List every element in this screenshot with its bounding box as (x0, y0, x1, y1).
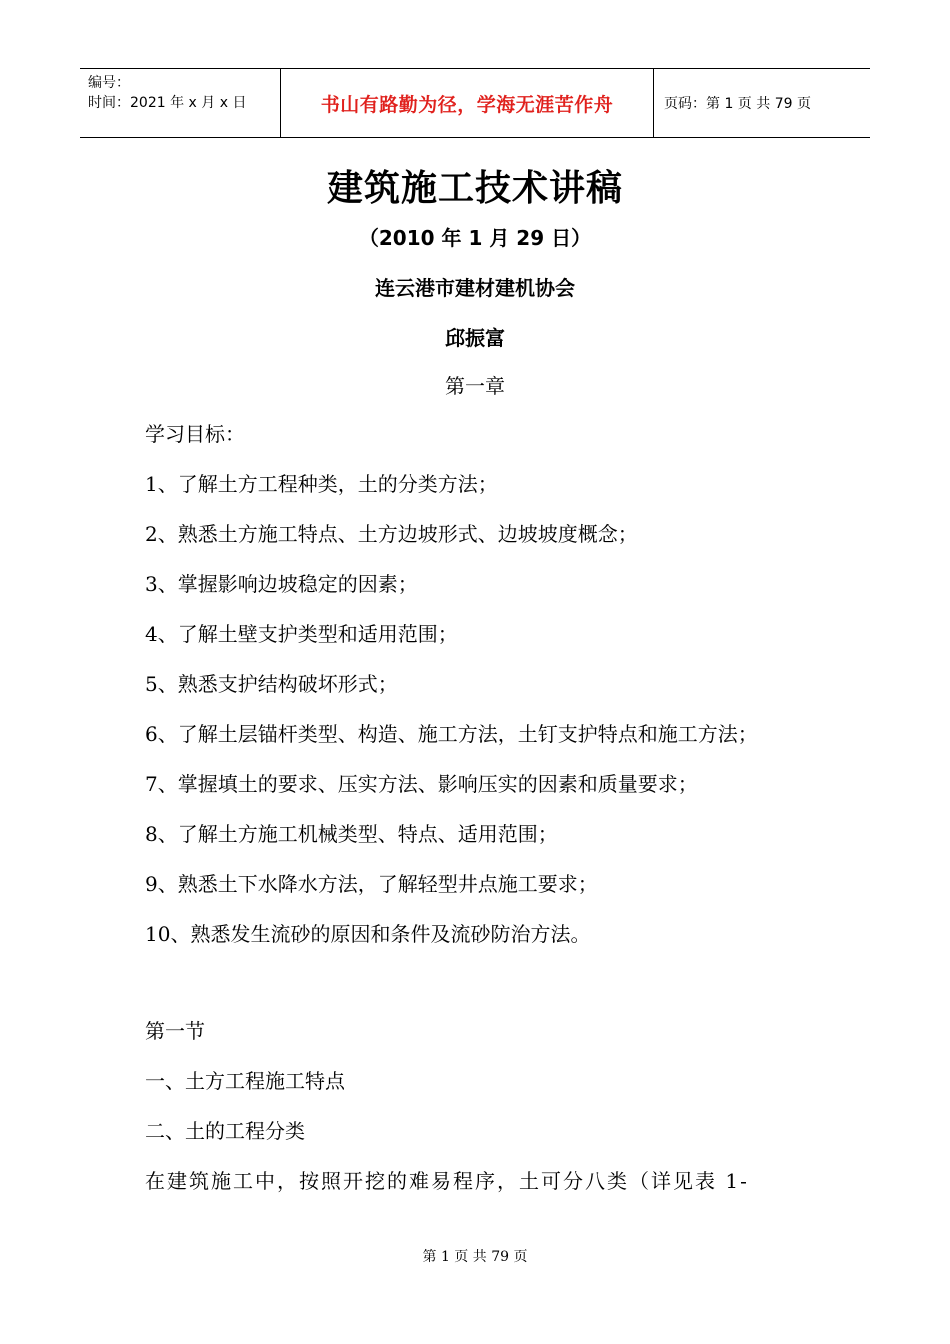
page-footer: 第 1 页 共 79 页 (422, 1249, 528, 1265)
objective-item: 1、了解土方工程种类，土的分类方法； (145, 472, 498, 496)
document-organization: 连云港市建材建机协会 (375, 276, 575, 300)
number-label: 编号： (88, 75, 130, 91)
objective-item: 4、了解土壁支护类型和适用范围； (145, 622, 458, 646)
objective-item: 8、了解土方施工机械类型、特点、适用范围； (145, 822, 558, 846)
section-heading: 第一节 (145, 1019, 205, 1043)
objective-item: 7、掌握填土的要求、压实方法、影响压实的因素和质量要求； (145, 772, 698, 796)
header-meta (80, 69, 281, 137)
objectives-heading: 学习目标： (145, 422, 245, 446)
chapter-heading: 第一章 (445, 374, 505, 398)
objective-item: 3、掌握影响边坡稳定的因素； (145, 572, 418, 596)
objective-item: 2、熟悉土方施工特点、土方边坡形式、边坡坡度概念； (145, 522, 638, 546)
document-date: （2010 年 1 月 29 日） (358, 226, 592, 250)
header-page-info: 页码：第 1 页 共 79 页 (664, 96, 811, 112)
page-header (80, 68, 870, 138)
header-motto: 书山有路勤为径，学海无涯苦作舟 (281, 69, 654, 137)
section-item: 二、土的工程分类 (145, 1119, 305, 1143)
objective-item: 10、熟悉发生流砂的原因和条件及流砂防治方法。 (145, 922, 591, 946)
document-author: 邱振富 (445, 326, 505, 350)
section-item: 一、土方工程施工特点 (145, 1069, 345, 1093)
section-paragraph: 在建筑施工中，按照开挖的难易程序，土可分八类（详见表 1- (145, 1169, 749, 1193)
objective-item: 6、了解土层锚杆类型、构造、施工方法，土钉支护特点和施工方法； (145, 722, 758, 746)
objective-item: 5、熟悉支护结构破坏形式； (145, 672, 398, 696)
time-label: 时间：2021 年 x 月 x 日 (88, 95, 247, 111)
document-title: 建筑施工技术讲稿 (326, 168, 623, 209)
objective-item: 9、熟悉土下水降水方法，了解轻型井点施工要求； (145, 872, 598, 896)
